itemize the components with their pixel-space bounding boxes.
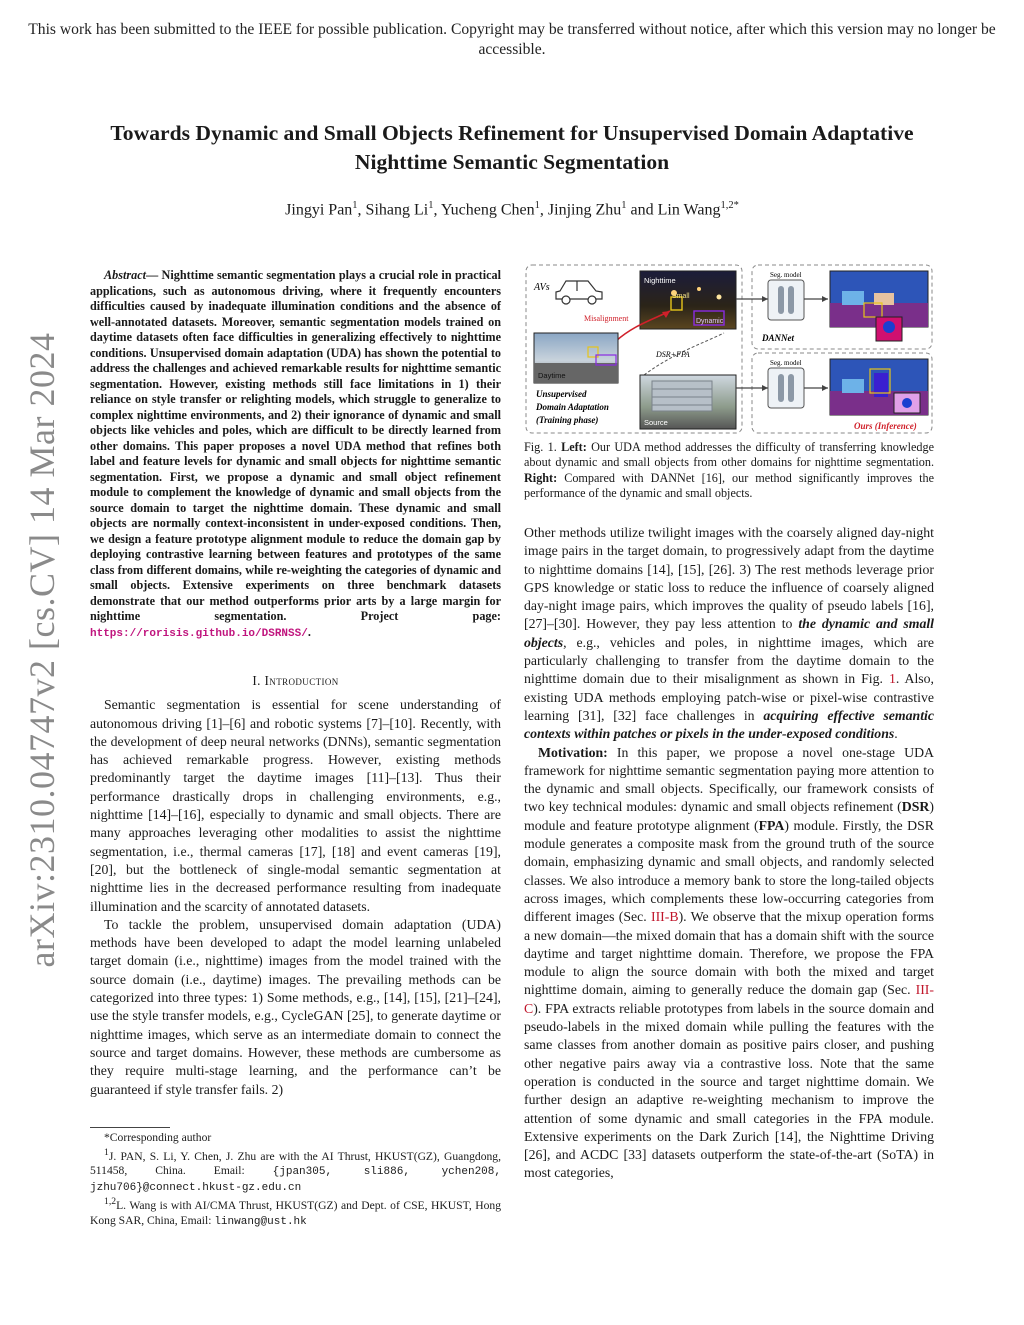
abstract-text: — Nighttime semantic segmentation plays a crucial role in practical applications, such as autonomous driving, where it frequently encounters difficulties caused by inadequate illumination conditions and the absence of well-annotated datasets. Moreover, semantic segmentation models trained on daytime datasets often face difficulties in generalizing effectively to nighttime conditions. Unsupervised domain adaptation (UDA) has shown the potential to address the challenges and achieved remarkable results for nighttime semantic segmentation. However, existing methods still face limitations in 1) their reliance on style transfer or relighting models, which struggle to generalize to complex nighttime environments, and 2) their ignorance of dynamic and small objects like vehicles and poles, which are difficult to be directly learned from other domains. This paper proposes a novel UDA method that refines both label and feature levels for dynamic and small objects for nighttime semantic segmentation. First, we propose a dynamic and small object refinement module to complement the knowledge of dynamic and small objects from the source domain to target the nighttime domain. These dynamic and small objects are normally context-inconsistent in under-exposed conditions. Then, we design a feature prototype alignment module to reduce the domain gap by deploying contrastive learning between features and prototypes of the same class from different domains, while re-weighting the categories of dynamic and small objects. Extensive experiments on three benchmark datasets demonstrate that our method outperforms prior arts by a large margin for nighttime segmentation. Project page: — [90, 268, 501, 623]
daytime-image — [534, 333, 618, 383]
seg-model-icon-2 — [768, 359, 804, 408]
affiliation-mark: 1 — [428, 200, 434, 211]
seg-model-icon-1 — [768, 271, 804, 320]
arxiv-identifier — [20, 332, 64, 968]
ieee-notice: This work has been submitted to the IEEE for possible publication. Copyright may be transferred without notice, after which this version may no longer be accessible. — [28, 21, 996, 58]
figure-1-illustration — [524, 263, 934, 435]
author-list: Jingyi Pan$^1$, Sihang Li$^1$, Yucheng Chen$^1$, Jinjing Zhu$^1$ and Lin Wang$^{1,2*}$ — [285, 200, 739, 219]
caption-left-label: Left: — [561, 440, 587, 454]
footnote-rule — [90, 1127, 170, 1128]
footnote-text: L. Wang is with AI/CMA Thrust, HKUST(GZ) and Dept. of CSE, HKUST, Hong Kong SAR, China, Email: — [90, 1199, 501, 1227]
affiliation-mark: 1,2* — [720, 200, 739, 211]
caption-left-text: Our UDA method addresses the difficulty of transferring knowledge about dynamic and small objects from other domains for nighttime segmentation. — [524, 440, 935, 470]
dynamic-label: Dynamic — [696, 318, 724, 325]
abstract-label: Abstract — [104, 268, 146, 282]
caption-label: Fig. 1. — [524, 440, 557, 454]
affiliation-mark: 1 — [352, 200, 358, 211]
dsr-fpa-label: DSR+FPA — [656, 350, 690, 359]
uda-label-line-3: (Training phase) — [536, 415, 599, 425]
intro-paragraph-1: Semantic segmentation is essential for scene understanding of autonomous driving [1]–[6] and robotic systems [7]–[10]. Recently, with the development of deep neural networks (DNNs), semantic segmentation has achieved remarkable progress. However, existing methods predominantly target the daytime images [11]–[13]. Thus their performance drastically drops in challenging environments, e.g., nighttime [14]–[16], especially to dynamic and small objects. There are many approaches leveraging other modalities to assist the nighttime segmentation, i.e., thermal cameras [17], [18] and event cameras [19], [20], but the bottleneck of single-modal semantic segmentation at nighttime lies in the decreased performance resulting from inadequate illumination and the scarcity of annotated datasets. — [90, 697, 501, 914]
caption-right-label: Right: — [524, 470, 558, 485]
author-name: Lin Wang — [657, 201, 721, 219]
author-conjunction: and — [630, 201, 654, 219]
misalignment-label: Misalignment — [584, 314, 629, 323]
nighttime-image — [640, 271, 736, 329]
affiliation-mark: 1 — [534, 200, 540, 211]
caption-right-text: Compared with DANNet [16], our method significantly improves the performance of the dynamic and small objects. — [524, 470, 935, 500]
dannet-label: DANNet — [762, 333, 794, 343]
seg-model-label-1: Seg. model — [770, 271, 802, 279]
uda-label-line-1: Unsupervised — [536, 389, 587, 399]
section-reference[interactable]: III-C — [524, 982, 934, 1016]
dsr-acronym: DSR — [901, 799, 930, 815]
section-name: Introduction — [264, 673, 339, 688]
uda-label-line-2: Domain Adaptation — [536, 402, 609, 412]
project-page-link[interactable]: https://rorisis.github.io/DSRNSS/ — [90, 627, 308, 640]
fpa-acronym: FPA — [758, 817, 785, 833]
right-paragraph-1: Other methods utilize twilight images with the coarsely aligned day-night image pairs in the target domain, to progressively adapt from the daytime to nighttime domains [14], [15], [26]. 3) The rest methods leverage prior GPS knowledge or static loss to reduce the influence of coarsely aligned day-night image pairs, which improves the quality of pseudo labels [16], [27]–[30]. However, they pay less attention to the dynamic and small objects, e.g., vehicles and poles, in nighttime images, which are particularly challenging to transfer from the daytime domain to the nighttime domain due to their misalignment as shown in Fig. 1. Also, existing UDA methods employing patch-wise or pixel-wise contrastive learning [31], [32] face challenges in acquiring effective semantic contexts within patches or pixels in the under-exposed conditions. — [524, 525, 935, 742]
footnotes — [90, 1131, 501, 1229]
seg-model-label-2: Seg. model — [770, 359, 802, 367]
motivation-label: Motivation: — [538, 744, 608, 760]
intro-paragraph-2: To tackle the problem, unsupervised domain adaptation (UDA) methods have been developed to adapt the model learning unlabeled target domain (i.e., nighttime) images from the model trained with the source domain (i.e., daytime) images. The prevailing methods can be categorized into three types: 1) Some methods, e.g., [14], [15], [21]–[24], use the style transfer models, e.g., CycleGAN [25], to generate daytime or nighttime images, which serve as an intermediate domain to connect the source and target domains. However, these methods are cumbersome as they require multi-stage learning, and the performance can’t be guaranteed if style transfer fails. 2) — [90, 916, 501, 1097]
footnote-affiliation-1 — [90, 1146, 501, 1196]
emphasis-semantic-contexts: acquiring effective semantic contexts within patches or pixels in the under-exposed conditions — [524, 707, 934, 742]
author-name: Jingyi Pan — [285, 201, 353, 219]
footnote-corresponding: *Corresponding author — [104, 1131, 212, 1144]
emphasis-dynamic-small: the dynamic and small objects — [524, 616, 935, 650]
footnote-affiliation-2 — [90, 1195, 501, 1229]
author-name: Jinjing Zhu — [547, 201, 622, 219]
figure-1-caption — [524, 440, 934, 501]
arxiv-identifier-text: arXiv:2310.04747v2 [cs.CV] 14 Mar 2024 — [22, 332, 62, 968]
footnote-email: linwang@ust.hk — [214, 1215, 307, 1228]
motivation-paragraph: Motivation: In this paper, we propose a novel one-stage UDA framework for nighttime semantic segmentation paying more attention to the dynamic and small objects. Specifically, our framework consists of two key technical modules: dynamic and small objects refinement (DSR) module and feature prototype alignment (FPA) module. Firstly, the DSR module generates a composite mask from the ground truth of the source domain, emphasizing dynamic and small objects, and randomly selected classes. We also introduce a memory bank to store the long-tailed objects across images, which complements these low-occurring categories from different images (Sec. III-B). We observe that the mixup operation forms a new domain—the mixed domain that has a domain shift with the source daytime and target nighttime domain. Therefore, we propose the FPA module to align the source domain with both the mixed and target nighttime domain, aiming to generally reduce the domain gap (Sec. III-C). FPA extracts reliable prototypes from labels in the source domain and pseudo-labels in the mixed domain while pulling the features with the same classes from another domain as positive pairs closer, and pushing other negative pairs away via a contrastive loss. Note that the same operation is conducted in the source and target nighttime domain. We further design an adaptive re-weighting mechanism to improve the attention of some dynamic and small categories in the FPA module. Extensive experiments on the Dark Zurich [14], the Nighttime Driving [26], and ACDC [33] datasets outperform the state-of-the-art (SoTA) in most categories, — [524, 744, 934, 1181]
daytime-label: Daytime — [538, 371, 566, 380]
small-label: Small — [672, 293, 690, 300]
nighttime-label: Nighttime — [644, 276, 676, 285]
source-label: Source — [644, 418, 668, 427]
footnote-text: J. PAN, S. Li, Y. Chen, J. Zhu are with the AI Thrust, HKUST(GZ), Guangdong, 511458, China. Email: — [90, 1149, 501, 1178]
section-reference[interactable]: III-B — [650, 909, 679, 925]
author-name: Yucheng Chen — [440, 201, 535, 219]
right-column-body — [524, 524, 934, 1183]
ours-label: Ours (Inference) — [854, 421, 917, 431]
abstract-end: . — [307, 624, 311, 639]
figure-reference[interactable]: 1 — [888, 671, 896, 687]
section-heading — [90, 672, 501, 690]
avs-label: AVs — [534, 282, 550, 293]
section-number: I. — [252, 673, 265, 688]
figure-1 — [524, 263, 934, 435]
footnote-mark: 1,2 — [104, 1196, 117, 1208]
footnote-email: {jpan305, sli886, ychen208, jzhu706}@connect.hkust-gz.edu.cn — [90, 1166, 501, 1194]
author-name: Sihang Li — [365, 201, 429, 219]
ours-result — [830, 359, 928, 415]
introduction-section — [90, 672, 501, 1099]
source-image — [640, 375, 736, 429]
footnote-mark: 1 — [104, 1146, 109, 1158]
affiliation-mark: 1 — [621, 200, 627, 211]
paper-title: Towards Dynamic and Small Objects Refinement for Unsupervised Domain Adaptative Nighttime Semantic Segmentation — [110, 121, 914, 174]
abstract — [90, 268, 501, 642]
